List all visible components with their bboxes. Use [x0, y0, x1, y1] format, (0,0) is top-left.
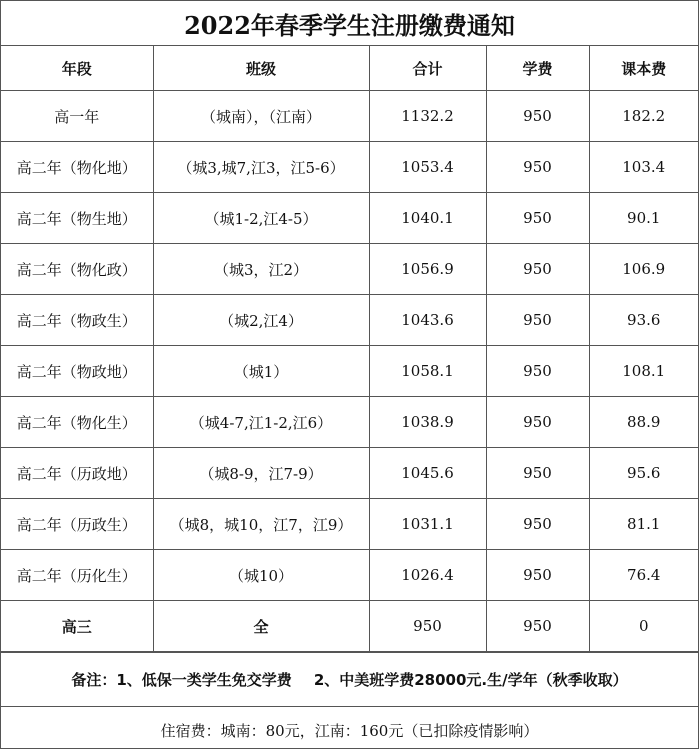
cell-total: 1053.4 [369, 142, 486, 193]
cell-tuition: 950 [486, 397, 589, 448]
cell-tuition: 950 [486, 346, 589, 397]
cell-grade: 高二年（物政生） [1, 295, 153, 346]
cell-books: 95.6 [589, 448, 698, 499]
table-row [1, 91, 698, 142]
cell-total: 1132.2 [369, 91, 486, 142]
cell-grade: 高二年（历政地） [1, 448, 153, 499]
cell-grade: 高二年（历政生） [1, 499, 153, 550]
cell-classes: （城3，江2） [153, 244, 369, 295]
table-row [1, 142, 698, 193]
cell-total: 950 [369, 601, 486, 652]
cell-grade: 高二年（物化政） [1, 244, 153, 295]
header-grade: 年段 [1, 46, 153, 91]
cell-classes: （城3,城7,江3，江5-6） [153, 142, 369, 193]
cell-tuition: 950 [486, 601, 589, 652]
cell-grade: 高二年（物化地） [1, 142, 153, 193]
cell-grade: 高一年 [1, 91, 153, 142]
cell-tuition: 950 [486, 193, 589, 244]
cell-total: 1040.1 [369, 193, 486, 244]
cell-total: 1056.9 [369, 244, 486, 295]
remarks-row [1, 652, 698, 707]
dormitory-fee-row: 住宿费：城南：80元，江南：160元（已扣除疫情影响） [160, 721, 539, 740]
fee-table [1, 46, 698, 652]
cell-classes: （城2,江4） [153, 295, 369, 346]
notice-title: 2022年春季学生注册缴费通知 [1, 1, 698, 46]
cell-tuition: 950 [486, 295, 589, 346]
cell-tuition: 950 [486, 448, 589, 499]
cell-classes: （城南），（江南） [153, 91, 369, 142]
cell-books: 0 [589, 601, 698, 652]
cell-total: 1026.4 [369, 550, 486, 601]
table-row [1, 346, 698, 397]
cell-tuition: 950 [486, 550, 589, 601]
remark-sino-us-tuition: 2、中美班学费28000元.生/学年（秋季收取） [313, 671, 628, 689]
cell-books: 90.1 [589, 193, 698, 244]
table-row [1, 193, 698, 244]
cell-total: 1038.9 [369, 397, 486, 448]
header-books: 课本费 [589, 46, 698, 91]
cell-grade: 高二年（物化生） [1, 397, 153, 448]
cell-grade: 高三 [1, 601, 153, 652]
cell-tuition: 950 [486, 499, 589, 550]
cell-grade: 高二年（物政地） [1, 346, 153, 397]
cell-books: 93.6 [589, 295, 698, 346]
cell-books: 88.9 [589, 397, 698, 448]
table-row [1, 448, 698, 499]
cell-total: 1031.1 [369, 499, 486, 550]
cell-classes: （城4-7,江1-2,江6） [153, 397, 369, 448]
cell-classes: 全 [153, 601, 369, 652]
cell-classes: （城1-2,江4-5） [153, 193, 369, 244]
table-row [1, 499, 698, 550]
table-row [1, 244, 698, 295]
cell-books: 103.4 [589, 142, 698, 193]
cell-classes: （城8，城10，江7，江9） [153, 499, 369, 550]
table-row [1, 550, 698, 601]
header-total: 合计 [369, 46, 486, 91]
cell-classes: （城1） [153, 346, 369, 397]
cell-classes: （城10） [153, 550, 369, 601]
remark-low-income-waiver: 备注：1、低保一类学生免交学费 [71, 671, 292, 689]
cell-classes: （城8-9，江7-9） [153, 448, 369, 499]
table-row [1, 295, 698, 346]
cell-total: 1043.6 [369, 295, 486, 346]
cell-tuition: 950 [486, 142, 589, 193]
cell-books: 182.2 [589, 91, 698, 142]
cell-tuition: 950 [486, 244, 589, 295]
table-row [1, 397, 698, 448]
cell-tuition: 950 [486, 91, 589, 142]
header-tuition: 学费 [486, 46, 589, 91]
header-row [1, 46, 698, 91]
header-classes: 班级 [153, 46, 369, 91]
cell-books: 81.1 [589, 499, 698, 550]
cell-total: 1058.1 [369, 346, 486, 397]
cell-books: 108.1 [589, 346, 698, 397]
cell-grade: 高二年（历化生） [1, 550, 153, 601]
table-row [1, 601, 698, 652]
cell-books: 76.4 [589, 550, 698, 601]
cell-books: 106.9 [589, 244, 698, 295]
cell-grade: 高二年（物生地） [1, 193, 153, 244]
cell-total: 1045.6 [369, 448, 486, 499]
